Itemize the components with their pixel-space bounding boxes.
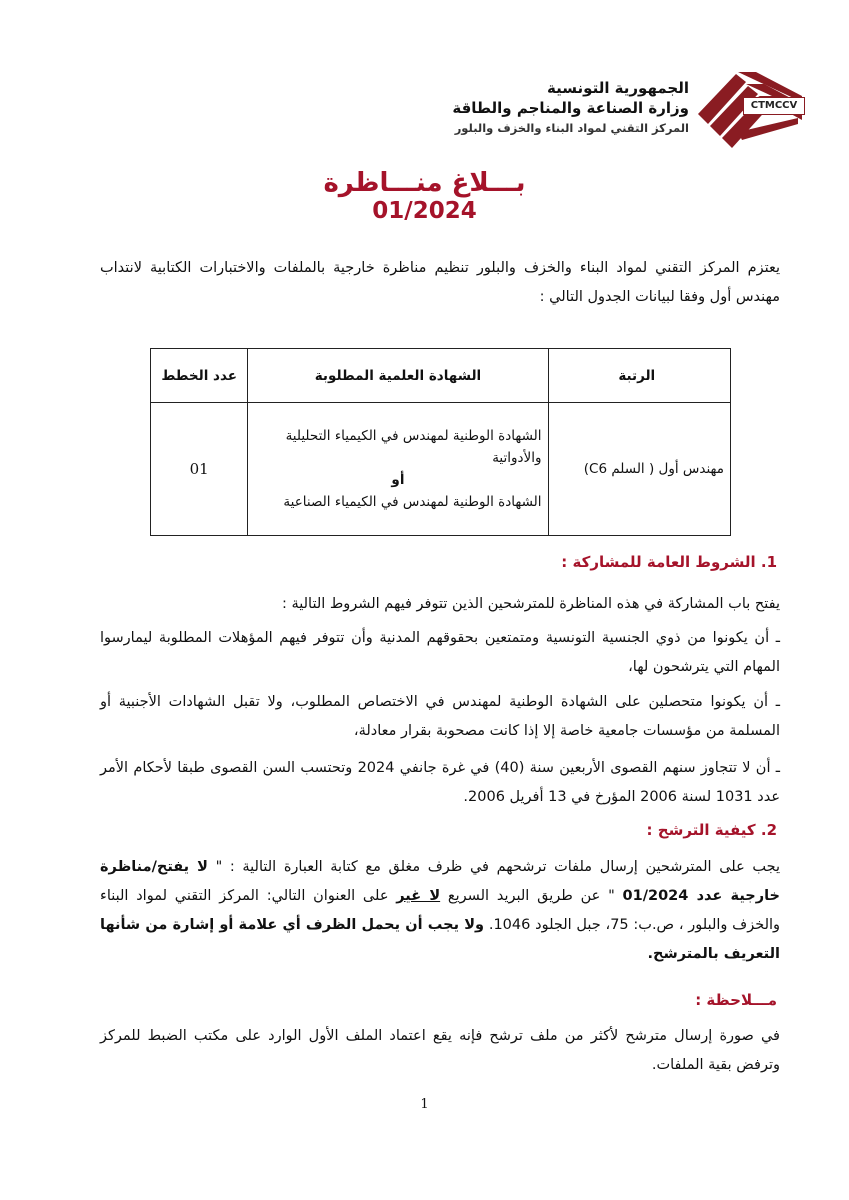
application-paragraph [100, 853, 780, 969]
certificate-option-2: الشهادة الوطنية لمهندس في الكيمياء الصناعية [283, 494, 542, 510]
table-row [151, 403, 731, 536]
note-text: في صورة إرسال مترشح لأكثر من ملف ترشح فإنه يقع اعتماد الملف الأول الوارد على مكتب الضبط للمركز وترفض بقية الملفات. [100, 1028, 780, 1073]
page-title-number: 01/2024 [372, 198, 477, 224]
section2-heading: 2. كيفية الترشح : [646, 821, 777, 839]
application-text-start: يجب على المترشحين إرسال ملفات ترشحهم في ظرف مغلق مع كتابة العبارة التالية : " [207, 859, 780, 875]
header-count: عدد الخطط [151, 349, 248, 403]
cell-rank: مهندس أول ( السلم C6) [548, 403, 730, 536]
condition-nationality: ـ أن يكونوا من ذوي الجنسية التونسية ومتمتعين بحقوقهم المدنية وأن تتوفر فيهم المؤهلات المطلوبة ليمارسوا المهام التي يترشحون لها، [100, 630, 780, 675]
intro-paragraph: يعتزم المركز التقني لمواد البناء والخزف والبلور تنظيم مناظرة خارجية بالملفات والاختبارات الكتابية لانتداب مهندس أول وفقا لبيانات الجدول التالي : [100, 260, 780, 305]
cell-certificate [248, 403, 548, 536]
header-block [329, 78, 689, 138]
application-text-mid: " عن طريق البريد السريع [440, 888, 623, 904]
envelope-warning: ولا يجب أن يحمل الظرف أي علامة أو إشارة من شأنها التعريف بالمترشح. [100, 917, 780, 962]
section1-lead: يفتح باب المشاركة في هذه المناظرة للمترشحين الذين تتوفر فيهم الشروط التالية : [281, 596, 780, 612]
condition-age: ـ أن لا تتجاوز سنهم القصوى الأربعين سنة (40) في غرة جانفي 2024 وتحتسب السن القصوى طبقا لأحكام الأمر عدد 1031 لسنة 2006 المؤرخ في 13 أفريل 2006. [100, 760, 781, 805]
certificate-option-1: الشهادة الوطنية لمهندس في الكيمياء التحليلية والأدواتية [285, 428, 542, 466]
header-certificate: الشهادة العلمية المطلوبة [248, 349, 548, 403]
address-text: على العنوان التالي: المركز التقني لمواد البناء والخزف والبلور ، ص.ب: 75، جبل الجلود 1046. [100, 888, 781, 933]
logo-text: CTMCCV [750, 100, 798, 111]
table-header-row [151, 349, 731, 403]
section1-heading: 1. الشروط العامة للمشاركة : [561, 553, 777, 571]
header-rank: الرتبة [548, 349, 730, 403]
header-republic: الجمهورية التونسية [547, 79, 689, 97]
logo-label-box [743, 97, 805, 115]
only-marker: لا غير [396, 888, 441, 904]
certificate-or: أو [391, 472, 405, 488]
header-center: المركز التقني لمواد البناء والخزف والبلور [454, 121, 689, 135]
note-heading: مـــلاحظة : [695, 991, 777, 1009]
page-number: 1 [420, 1097, 429, 1112]
envelope-label: لا يفتح/مناظرة خارجية عدد 01/2024 [100, 859, 780, 904]
page-title: بـــلاغ منـــاظرة [323, 168, 526, 198]
condition-degree: ـ أن يكونوا متحصلين على الشهادة الوطنية لمهندس في الاختصاص المطلوب، ولا تقبل الشهادات الأجنبية أو المسلمة من مؤسسات جامعية خاصة إلا إذا كانت مصحوبة بقرار معادلة، [100, 694, 780, 739]
positions-table [150, 348, 731, 536]
cell-count: 01 [151, 403, 248, 536]
header-ministry: وزارة الصناعة والمناجم والطاقة [452, 99, 689, 117]
